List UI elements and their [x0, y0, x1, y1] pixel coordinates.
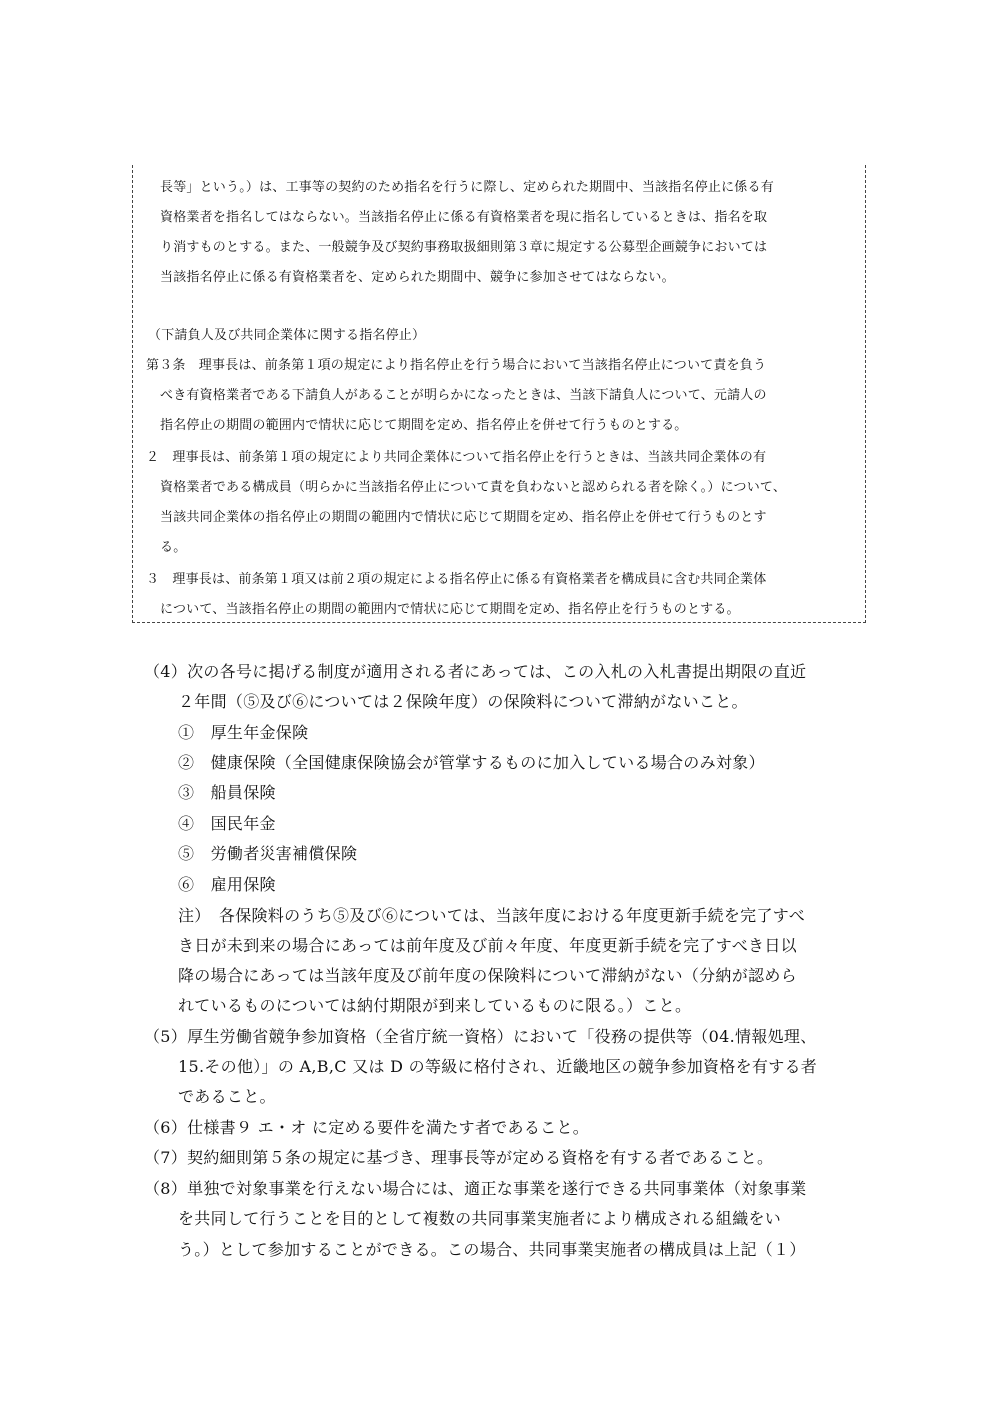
list-item: ③ 船員保険 [178, 783, 276, 802]
clause-8-line: う。）として参加することができる。この場合、共同事業実施者の構成員は上記（１） [178, 1240, 806, 1259]
list-item: ④ 国民年金 [178, 814, 276, 833]
clause-8-line: を共同して行うことを目的として複数の共同事業実施者により構成される組織をい [178, 1209, 782, 1228]
box-line: 当該指名停止に係る有資格業者を、定められた期間中、競争に参加させてはならない。 [160, 270, 675, 285]
box-line: 資格業者を指名してはならない。当該指名停止に係る有資格業者を現に指名しているときは、指名を取 [160, 210, 768, 225]
box-line: る。 [160, 540, 187, 555]
note-line: き日が未到来の場合にあっては前年度及び前々年度、年度更新手続を完了すべき日以 [178, 936, 797, 955]
article-heading: （下請負人及び共同企業体に関する指名停止） [148, 328, 426, 343]
box-line: べき有資格業者である下請負人があることが明らかになったときは、当該下請負人について、元請人の [160, 388, 767, 403]
clause-8-line: （8）単独で対象事業を行えない場合には、適正な事業を遂行できる共同事業体（対象事業 [144, 1179, 807, 1198]
list-item: ② 健康保険（全国健康保険協会が管掌するものに加入している場合のみ対象） [178, 753, 765, 772]
box-line: 指名停止の期間の範囲内で情状に応じて期間を定め、指名停止を併せて行うものとする。 [160, 418, 688, 433]
box-line: 第３条 理事長は、前条第１項の規定により指名停止を行う場合において当該指名停止について責を負う [146, 358, 767, 373]
clause-4-line: ２年間（⑤及び⑥については２保険年度）の保険料について滞納がないこと。 [178, 692, 748, 711]
box-line: 資格業者である構成員（明らかに当該指名停止について責を負わないと認められる者を除く。）について、 [160, 480, 787, 495]
clause-7-line: （7）契約細則第５条の規定に基づき、理事長等が定める資格を有する者であること。 [144, 1148, 774, 1167]
note-line: れているものについては納付期限が到来しているものに限る。）こと。 [178, 996, 692, 1015]
box-line: について、当該指名停止の期間の範囲内で情状に応じて期間を定め、指名停止を行うものとする。 [160, 602, 740, 617]
box-line: 当該共同企業体の指名停止の期間の範囲内で情状に応じて期間を定め、指名停止を併せて行うものとす [160, 510, 767, 525]
box-line: ２ 理事長は、前条第１項の規定により共同企業体について指名停止を行うときは、当該共同企業体の有 [146, 450, 767, 465]
box-line: り消すものとする。また、一般競争及び契約事務取扱細則第３章に規定する公募型企画競争においては [160, 240, 768, 255]
note-line: 降の場合にあっては当該年度及び前年度の保険料について滞納がない（分納が認めら [178, 966, 797, 985]
note-line: 注） 各保険料のうち⑤及び⑥については、当該年度における年度更新手続を完了すべ [178, 906, 806, 925]
list-item: ① 厚生年金保険 [178, 723, 309, 742]
clause-4-line: （4）次の各号に掲げる制度が適用される者にあっては、この入札の入札書提出期限の直近 [144, 662, 807, 681]
clause-6-line: （6）仕様書９ エ・オ に定める要件を満たす者であること。 [144, 1118, 590, 1137]
list-item: ⑤ 労働者災害補償保険 [178, 844, 358, 863]
clause-5-line: （5）厚生労働省競争参加資格（全省庁統一資格）において「役務の提供等（04.情報処理、 [144, 1027, 817, 1046]
list-item: ⑥ 雇用保険 [178, 875, 276, 894]
box-line: 長等」という。）は、工事等の契約のため指名を行うに際し、定められた期間中、当該指名停止に係る有 [160, 180, 774, 195]
clause-5-line: であること。 [178, 1087, 276, 1106]
box-line: ３ 理事長は、前条第１項又は前２項の規定による指名停止に係る有資格業者を構成員に含む共同企業体 [146, 572, 767, 587]
clause-5-line: 15.その他）」の A,B,C 又は D の等級に格付され、近畿地区の競争参加資格を有する者 [178, 1057, 818, 1076]
